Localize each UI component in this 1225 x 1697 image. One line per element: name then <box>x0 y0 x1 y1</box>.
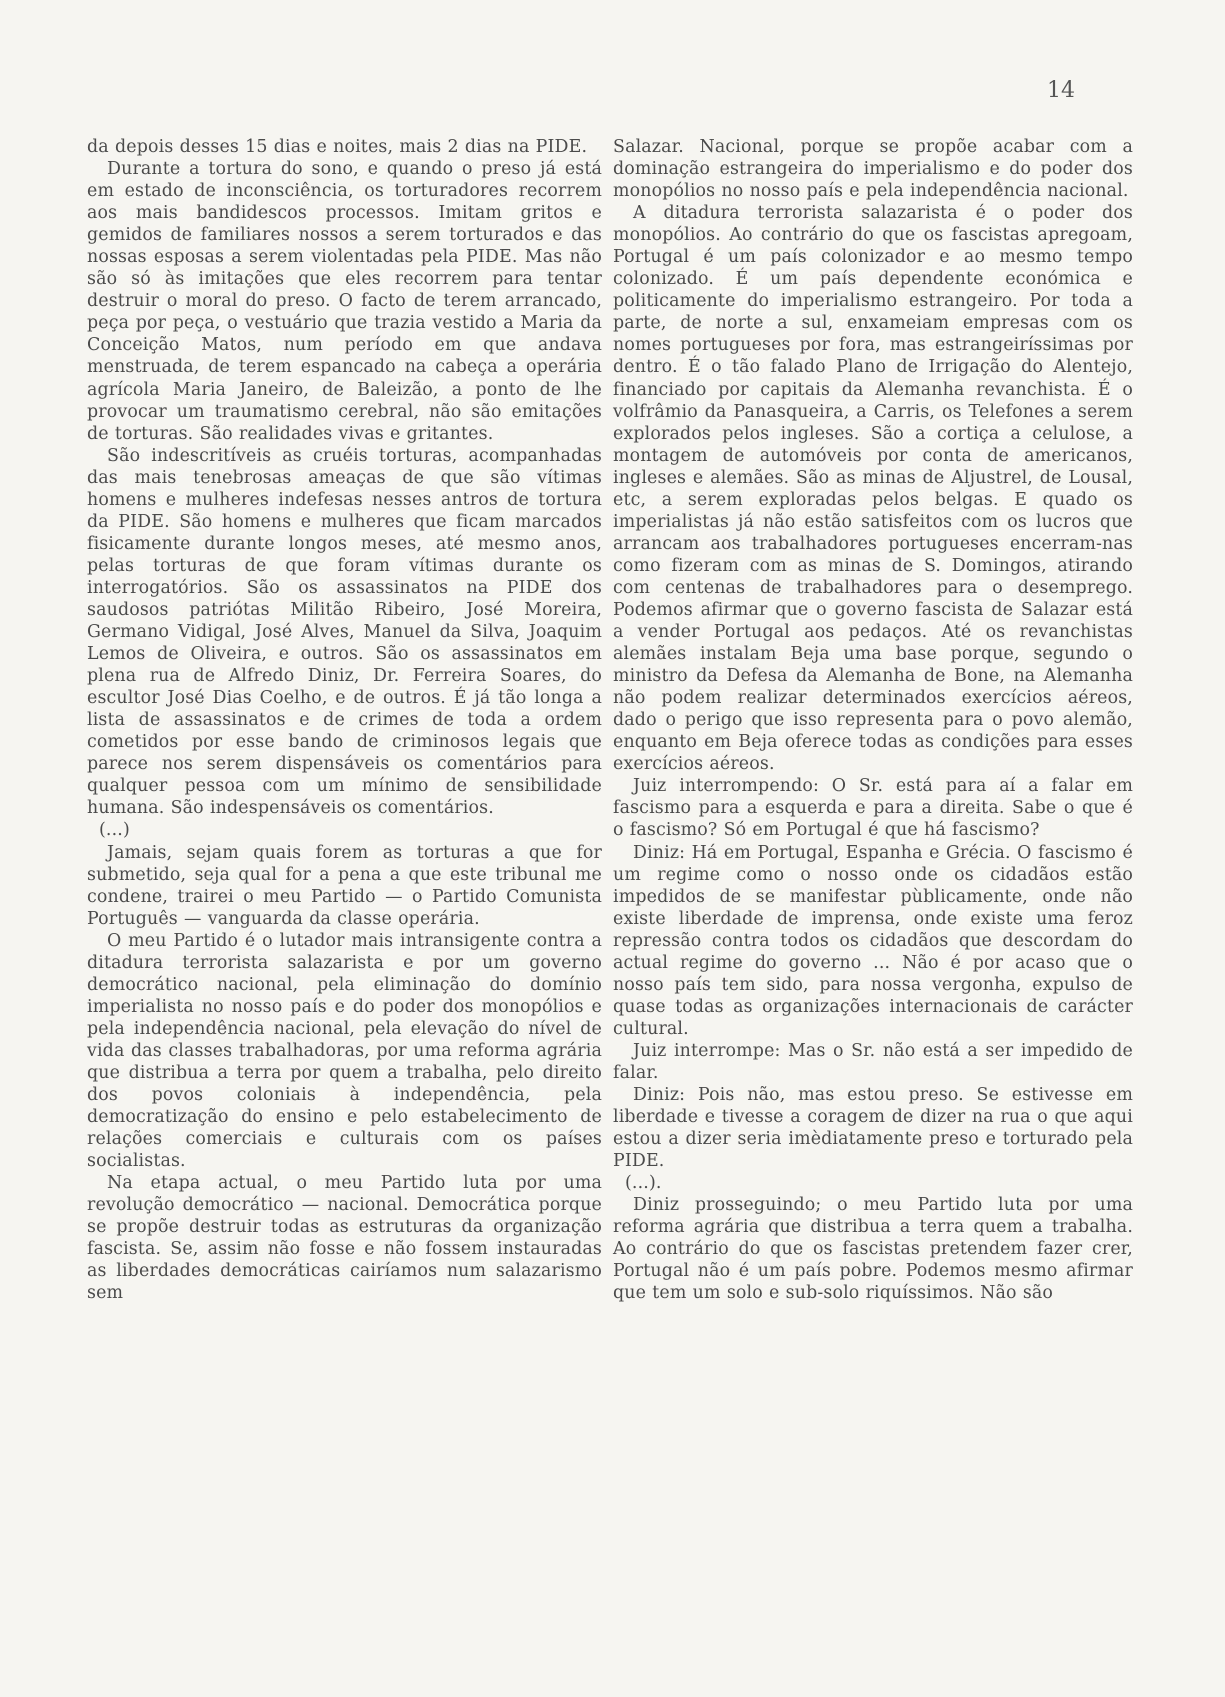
page-number: 14 <box>1047 78 1075 103</box>
paragraph: Jamais, sejam quais forem as torturas a que for submetido, seja qual for a pena a que este tribunal me condene, trairei o meu Partido — o Partido Comunista Português — vanguarda da classe operária. <box>87 842 602 929</box>
paragraph: Diniz prosseguindo; o meu Partido luta por uma reforma agrária que distribua a terra quem a trabalha. Ao contrário do que os fascistas pretendem fazer crer, Portugal não é um país pobre. Podemos mesmo afirmar que tem um solo e sub-solo riquíssimos. Não são <box>613 1195 1133 1304</box>
paragraph: da depois desses 15 dias e noites, mais 2 dias na PIDE. <box>87 137 588 157</box>
paragraph: Diniz: Há em Portugal, Espanha e Grécia. O fascismo é um regime como o nosso onde os cidadãos estão impedidos de se manifestar pùblicamente, onde não existe liberdade de imprensa, onde existe uma feroz repressão contra todos os cidadãos que descordam do actual regime do governo ... Não é por acaso que o nosso país tem sido, para nossa vergonha, expulso de quase todas as organizações internacionais de carácter cultural. <box>613 842 1133 1039</box>
ellipsis-marker: (...). <box>625 1173 662 1194</box>
right-column <box>613 136 1133 1304</box>
paragraph: O meu Partido é o lutador mais intransigente contra a ditadura terrorista salazarista e por um governo democrático nacional, pela eliminação do domínio imperialista no nosso país e do poder dos monopólios e pela independência nacional, pela elevação do nível de vida das classes trabalhadoras, por uma reforma agrária que distribua a terra por quem a trabalha, pelo direito dos povos coloniais à independência, pela democratização do ensino e pelo estabelecimento de relações comerciais e culturais com os países socialistas. <box>87 930 602 1172</box>
paragraph: Durante a tortura do sono, e quando o preso já está em estado de inconsciência, os torturadores recorrem aos mais bandidescos processos. Imitam gritos e gemidos de familiares nossos a serem torturados e das nossas esposas a serem violentadas pela PIDE. Mas não são só às imitações que eles recorrem para tentar destruir o moral do preso. O facto de terem arrancado, peça por peça, o vestuário que trazia vestido a Maria da Conceição Matos, num período em que andava menstruada, de terem espancado na cabeça a operária agrícola Maria Janeiro, de Baleizão, a ponto de lhe provocar um traumatismo cerebral, não são emitações de torturas. São realidades vivas e gritantes. <box>87 159 602 444</box>
paragraph: Salazar. Nacional, porque se propõe acabar com a dominação estrangeira do imperialismo e do poder dos monopólios no nosso país e pela independência nacional. <box>613 137 1133 202</box>
paragraph: Diniz: Pois não, mas estou preso. Se estivesse em liberdade e tivesse a coragem de dizer na rua o que aqui estou a dizer seria imèdiatamente preso e torturado pela PIDE. <box>613 1085 1133 1172</box>
paragraph: Juiz interrompe: Mas o Sr. não está a ser impedido de falar. <box>613 1040 1133 1083</box>
paragraph: Juiz interrompendo: O Sr. está para aí a falar em fascismo para a esquerda e para a direita. Sabe o que é o fascismo? Só em Portugal é que há fascismo? <box>613 776 1133 841</box>
paragraph: A ditadura terrorista salazarista é o poder dos monopólios. Ao contrário do que os fascistas apregoam, Portugal é um país colonizador e ao mesmo tempo colonizado. É um país dependente económica e politicamente do imperialismo estrangeiro. Por toda a parte, de norte a sul, enxameiam empresas com os nomes portugueses por fora, mas estrangeiríssimas por dentro. É o tão falado Plano de Irrigação do Alentejo, financiado por capitais da Alemanha revanchista. É o volfrâmio da Panasqueira, a Carris, os Telefones a serem explorados pelos ingleses. São a cortiça a celulose, a montagem de automóveis por conta de americanos, ingleses e alemães. São as minas de Aljustrel, de Lousal, etc, a serem exploradas pelos belgas. E quado os imperialistas já não estão satisfeitos com os lucros que arrancam aos trabalhadores portugueses encerram-nas como fizeram com as minas de S. Domingos, atirando com centenas de trabalhadores para o desemprego. Podemos afirmar que o governo fascista de Salazar está a vender Portugal aos pedaços. Até os revanchistas alemães instalam Beja uma base porque, segundo o ministro da Defesa da Alemanha de Bone, na Alemanha não podem realizar determinados exercícios aéreos, dado o perigo que isso representa para o povo alemão, enquanto em Beja oferece todas as condições para esses exercícios aéreos. <box>613 203 1133 775</box>
paragraph: Na etapa actual, o meu Partido luta por uma revolução democrático — nacional. Democrática porque se propõe destruir todas as estruturas da organização fascista. Se, assim não fosse e não fossem instauradas as liberdades democráticas cairíamos num salazarismo sem <box>87 1173 602 1304</box>
ellipsis-marker: (...) <box>99 820 130 841</box>
left-column <box>87 136 602 1304</box>
paragraph: São indescritíveis as cruéis torturas, acompanhadas das mais tenebrosas ameaças de que são vítimas homens e mulheres indefesas nesses antros de tortura da PIDE. São homens e mulheres que ficam marcados fisicamente durante longos meses, até mesmo anos, pelas torturas de que foram vítimas durante os interrogatórios. São os assassinatos na PIDE dos saudosos patriótas Militão Ribeiro, José Moreira, Germano Vidigal, José Alves, Manuel da Silva, Joaquim Lemos de Oliveira, e outros. São os assassinatos em plena rua de Alfredo Diniz, Dr. Ferreira Soares, do escultor José Dias Coelho, e de outros. É já tão longa a lista de assassinatos e de crimes de toda a ordem cometidos por esse bando de criminosos legais que parece nos serem dispensáveis os comentários para qualquer pessoa com um mínimo de sensibilidade humana. São indespensáveis os comentários. <box>87 445 602 819</box>
